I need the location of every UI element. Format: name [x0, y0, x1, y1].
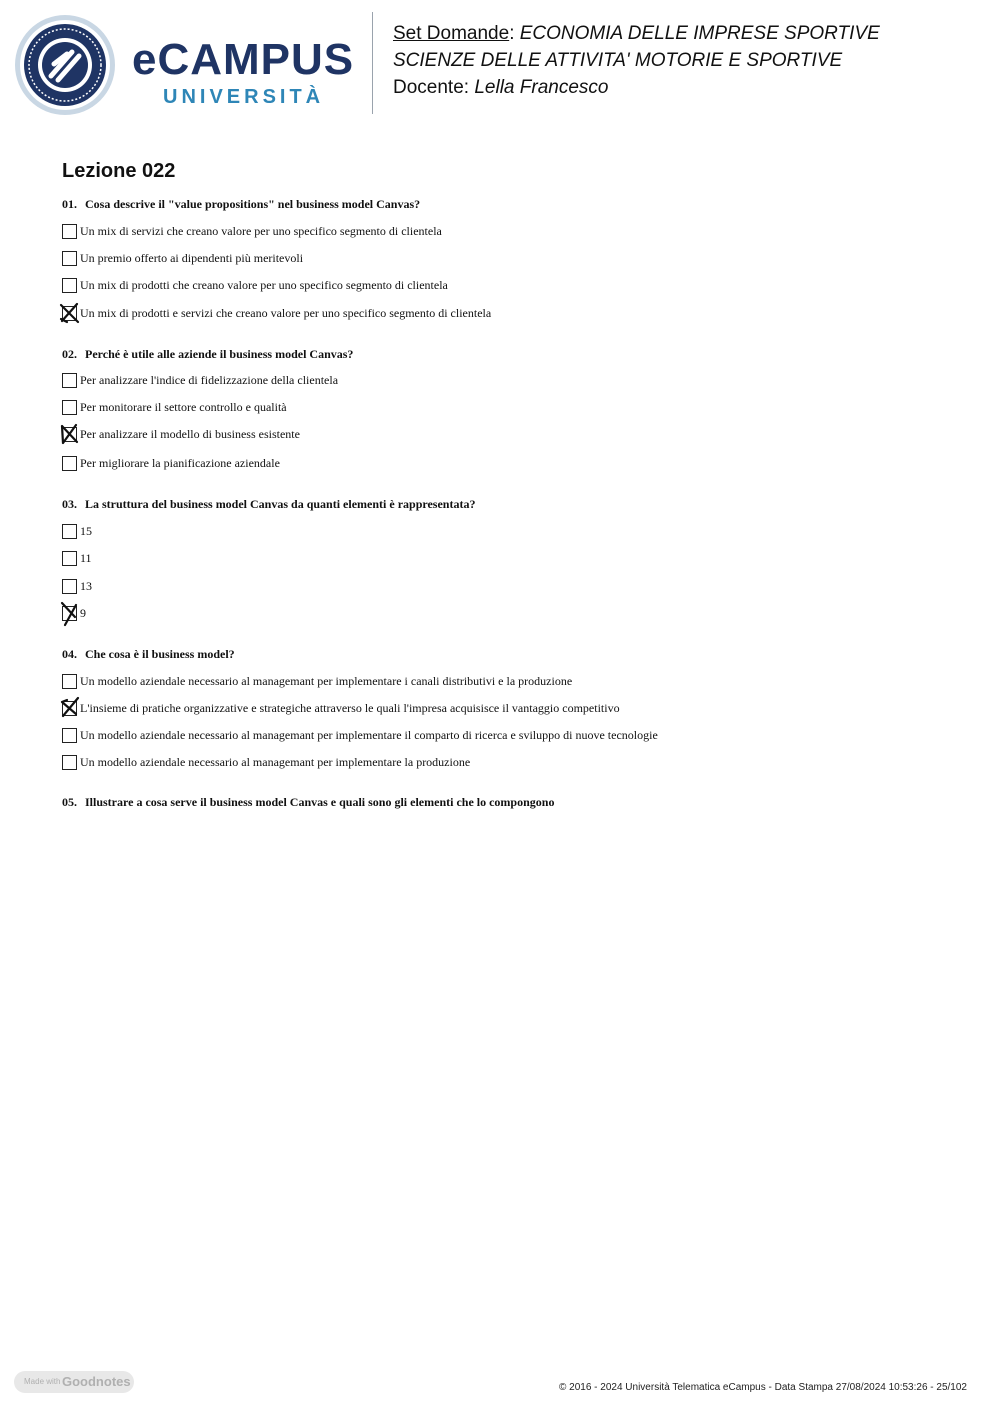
document-header [0, 0, 1000, 130]
question-2 [62, 347, 353, 362]
subject-name: ECONOMIA DELLE IMPRESE SPORTIVE [519, 23, 880, 44]
teacher-label: Docente [393, 77, 464, 98]
option-text: Un mix di prodotti e servizi che creano valore per uno specifico segmento di clientela [80, 306, 492, 320]
option-text: Un premio offerto ai dipendenti più meritevoli [80, 251, 304, 265]
checkbox[interactable] [62, 456, 77, 471]
question-number: 01. [62, 197, 77, 211]
checkbox[interactable] [62, 251, 77, 266]
question-4 [62, 647, 235, 662]
checkbox[interactable] [62, 728, 77, 743]
goodnotes-watermark [14, 1371, 134, 1393]
question-text: Illustrare a cosa serve il business model Canvas e quali sono gli elementi che lo compongono [85, 795, 555, 809]
question-number: 02. [62, 347, 77, 361]
teacher-line: Docente: Lella Francesco [393, 77, 609, 98]
option-text: 13 [80, 579, 92, 593]
question-text: Perché è utile alle aziende il business model Canvas? [85, 347, 354, 361]
option-text: 15 [80, 524, 92, 538]
question-number: 04. [62, 647, 77, 661]
checkbox[interactable] [62, 755, 77, 770]
question-number: 05. [62, 795, 77, 809]
lesson-title: Lezione 022 [62, 160, 176, 182]
handwritten-check-icon [59, 601, 81, 625]
checkbox[interactable] [62, 400, 77, 415]
question-number: 03. [62, 497, 77, 511]
ecampus-seal-logo [14, 14, 116, 116]
teacher-name: Lella Francesco [474, 77, 609, 98]
page-footer: © 2016 - 2024 Università Telematica eCampus - Data Stampa 27/08/2024 10:53:26 - 25/102 [559, 1382, 967, 1393]
handwritten-check-icon [59, 301, 81, 325]
checkbox[interactable] [62, 224, 77, 239]
degree-line [393, 47, 880, 74]
option-text: Per migliorare la pianificazione aziendale [80, 456, 280, 470]
watermark-brand: Goodnotes [62, 1374, 131, 1389]
checkbox[interactable] [62, 551, 77, 566]
ecampus-wordmark: eCAMPUS [132, 35, 355, 84]
degree-name: SCIENZE DELLE ATTIVITA' MOTORIE E SPORTIVE [393, 50, 843, 71]
option-text: Un mix di prodotti che creano valore per uno specifico segmento di clientela [80, 278, 448, 292]
option-text: 11 [80, 551, 92, 565]
course-info [393, 20, 880, 101]
option-text: Per analizzare l'indice di fidelizzazione della clientela [80, 373, 339, 387]
handwritten-check-icon [59, 696, 81, 720]
option-text: L'insieme di pratiche organizzative e strategiche attraverso le quali l'impresa acquisisce il vantaggio competitivo [80, 701, 620, 715]
checkbox[interactable] [62, 674, 77, 689]
handwritten-check-icon [59, 422, 81, 446]
set-label: Set Domande [393, 23, 510, 44]
option-text: Un modello aziendale necessario al managemant per implementare la produzione [80, 755, 471, 769]
question-text: Cosa descrive il "value propositions" nel business model Canvas? [85, 197, 421, 211]
watermark-made-with: Made with [24, 1377, 61, 1386]
option-text: Per analizzare il modello di business esistente [80, 427, 300, 441]
option-text: Un modello aziendale necessario al managemant per implementare il comparto di ricerca e sviluppo di nuove tecnologie [80, 728, 658, 742]
checkbox[interactable] [62, 278, 77, 293]
option-text: Per monitorare il settore controllo e qualità [80, 400, 287, 414]
option-text: Un modello aziendale necessario al managemant per implementare i canali distributivi e la produzione [80, 674, 573, 688]
universita-wordmark: UNIVERSITÀ [163, 86, 325, 108]
checkbox[interactable] [62, 373, 77, 388]
question-1 [62, 197, 420, 212]
option-text: Un mix di servizi che creano valore per uno specifico segmento di clientela [80, 224, 442, 238]
set-line: Set Domande: ECONOMIA DELLE IMPRESE SPORTIVE [393, 23, 880, 44]
option-text: 9 [80, 606, 86, 620]
question-text: Che cosa è il business model? [85, 647, 235, 661]
question-text: La struttura del business model Canvas da quanti elementi è rappresentata? [85, 497, 476, 511]
checkbox[interactable] [62, 524, 77, 539]
header-divider [372, 12, 373, 114]
checkbox[interactable] [62, 579, 77, 594]
question-3 [62, 497, 475, 512]
question-5 [62, 795, 554, 810]
